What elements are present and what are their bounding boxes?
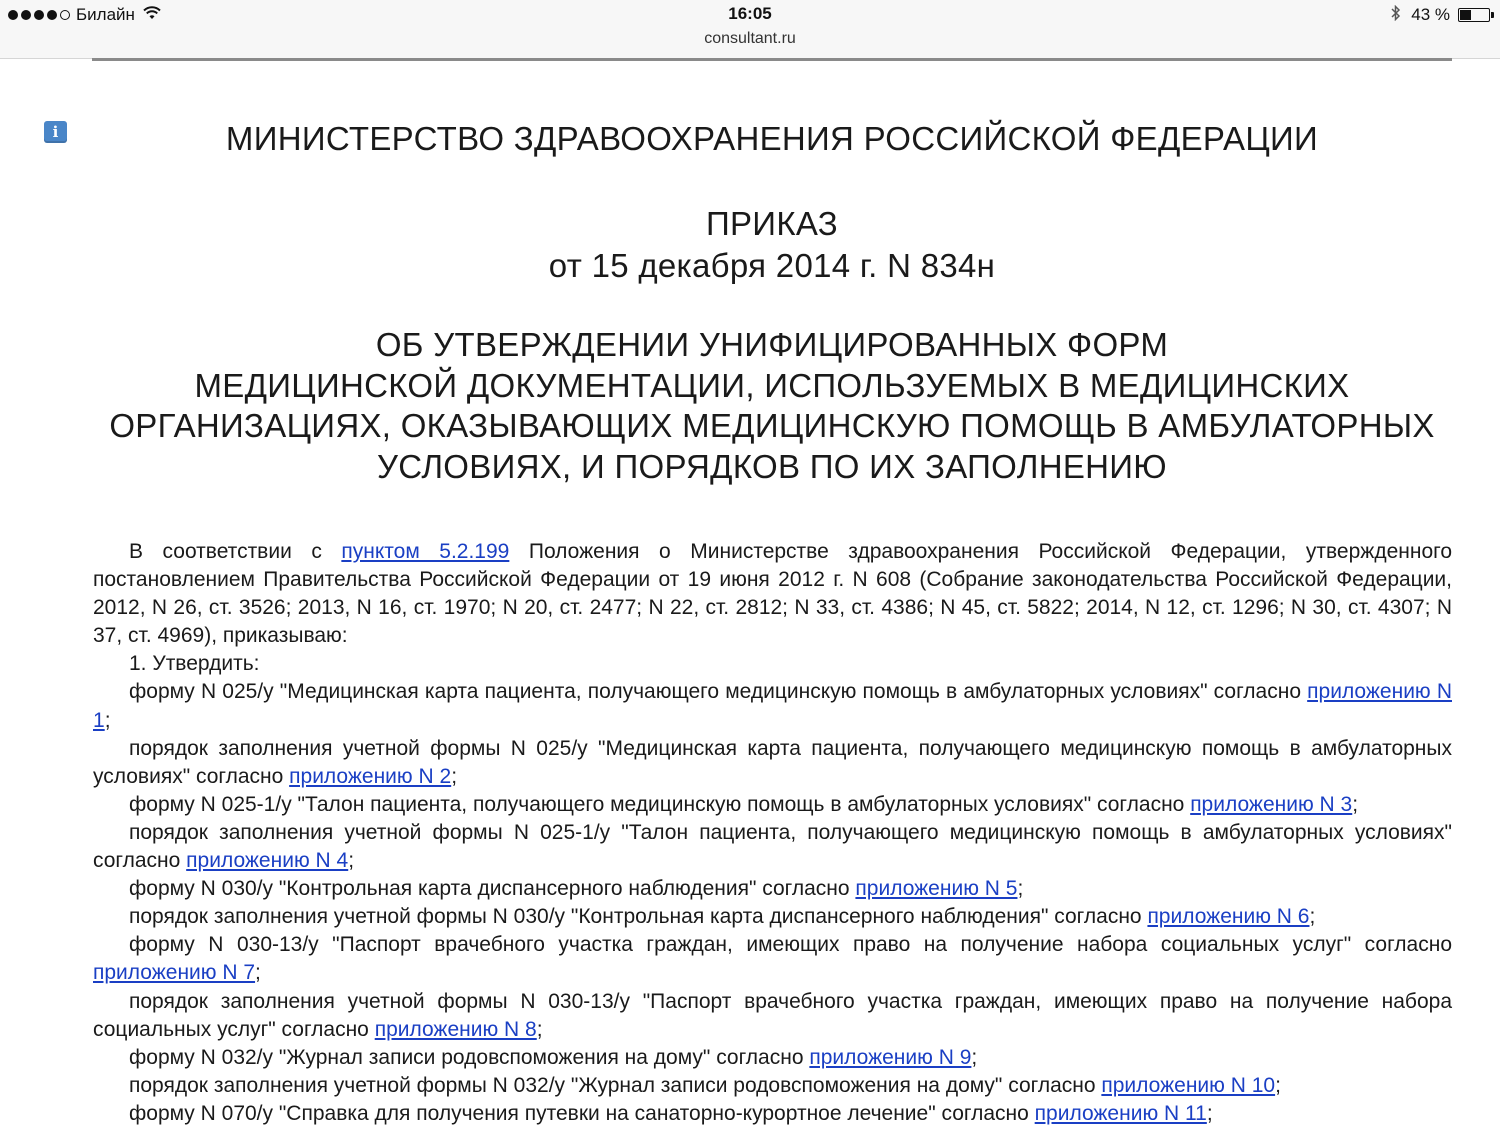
status-bar bbox=[0, 0, 1500, 59]
approve-line: 1. Утвердить: bbox=[129, 652, 260, 676]
appendix-link-11[interactable]: приложению N 11 bbox=[1034, 1101, 1207, 1125]
list-item: порядок заполнения учетной формы N 030/у "Контрольная карта диспансерного наблюдения" согласно приложению N 6; bbox=[129, 905, 1316, 929]
address-url[interactable]: consultant.ru bbox=[704, 30, 796, 47]
list-item: форму N 025/у "Медицинская карта пациента, получающего медицинскую помощь в амбулаторных условиях" согласно приложению N 1; bbox=[93, 680, 1452, 732]
header-divider bbox=[92, 58, 1452, 61]
battery-percent: 43 % bbox=[1411, 5, 1450, 24]
appendix-link-7[interactable]: приложению N 7 bbox=[93, 961, 256, 985]
order-heading bbox=[92, 203, 1452, 287]
list-item: форму N 030/у "Контрольная карта диспансерного наблюдения" согласно приложению N 5; bbox=[129, 877, 1024, 901]
info-icon[interactable]: i bbox=[44, 121, 67, 143]
appendix-link-1[interactable]: приложению N 1 bbox=[93, 680, 1452, 732]
title-line: ОРГАНИЗАЦИЯХ, ОКАЗЫВАЮЩИХ МЕДИЦИНСКУЮ ПОМОЩЬ В АМБУЛАТОРНЫХ bbox=[109, 407, 1435, 444]
bluetooth-icon bbox=[1391, 5, 1401, 26]
title-line: МЕДИЦИНСКОЙ ДОКУМЕНТАЦИИ, ИСПОЛЬЗУЕМЫХ В МЕДИЦИНСКИХ bbox=[194, 366, 1350, 404]
order-type: ПРИКАЗ bbox=[705, 205, 839, 242]
appendix-link-4[interactable]: приложению N 4 bbox=[186, 849, 349, 873]
appendix-link-8[interactable]: приложению N 8 bbox=[374, 1017, 537, 1041]
intro-paragraph: В соответствии с пунктом 5.2.199 Положения о Министерстве здравоохранения Российской Федерации, утвержденного постановлением Правительства Российской Федерации от 19 июня 2012 г. N 608 (Собрание законодательства Российской Федерации, 2012, N 26, ст. 3526; 2013, N 16, ст. 1970; N 20, ст. 2477; N 22, ст. 2812; N 33, ст. 4386; N 45, ст. 5822; 2014, N 12, ст. 1296; N 30, ст. 4307; N 37, ст. 4969), приказываю: bbox=[93, 540, 1453, 648]
appendix-link-5[interactable]: приложению N 5 bbox=[855, 877, 1018, 901]
list-item: порядок заполнения учетной формы N 025/у "Медицинская карта пациента, получающего медицинскую помощь в амбулаторных условиях" согласно приложению N 2; bbox=[93, 736, 1452, 788]
title-line: УСЛОВИЯХ, И ПОРЯДКОВ ПО ИХ ЗАПОЛНЕНИЮ bbox=[377, 447, 1167, 485]
document-title bbox=[92, 325, 1452, 487]
title-line: ОБ УТВЕРЖДЕНИИ УНИФИЦИРОВАННЫХ ФОРМ bbox=[375, 326, 1169, 363]
appendix-link-2[interactable]: приложению N 2 bbox=[289, 764, 452, 788]
list-item: форму N 025-1/у "Талон пациента, получающего медицинскую помощь в амбулаторных условиях" согласно приложению N 3; bbox=[129, 792, 1359, 816]
list-item: форму N 032/у "Журнал записи родовспоможения на дому" согласно приложению N 9; bbox=[129, 1045, 978, 1069]
battery-icon bbox=[1458, 8, 1490, 22]
appendix-link-3[interactable]: приложению N 3 bbox=[1190, 792, 1353, 816]
carrier-name: Билайн bbox=[76, 5, 135, 24]
order-date: от 15 декабря 2014 г. N 834н bbox=[548, 247, 996, 284]
list-item: форму N 030-13/у "Паспорт врачебного участка граждан, имеющих право на получение набора социальных услуг" согласно приложению N 7; bbox=[93, 933, 1452, 985]
punkt-link[interactable]: пунктом 5.2.199 bbox=[341, 540, 510, 563]
list-item: порядок заполнения учетной формы N 030-13/у "Паспорт врачебного участка граждан, имеющих право на получение набора социальных услуг" согласно приложению N 8; bbox=[93, 989, 1452, 1041]
list-item: форму N 070/у "Справка для получения путевки на санаторно-курортное лечение" согласно приложению N 11; bbox=[129, 1101, 1213, 1125]
status-right bbox=[1391, 4, 1490, 26]
list-item: порядок заполнения учетной формы N 032/у "Журнал записи родовспоможения на дому" согласно приложению N 10; bbox=[129, 1073, 1281, 1097]
list-item: порядок заполнения учетной формы N 025-1/у "Талон пациента, получающего медицинскую помощь в амбулаторных условиях" согласно приложению N 4; bbox=[93, 820, 1452, 873]
document-body bbox=[93, 538, 1452, 1128]
appendix-link-6[interactable]: приложению N 6 bbox=[1147, 905, 1310, 929]
status-time: 16:05 bbox=[728, 4, 772, 23]
appendix-link-9[interactable]: приложению N 9 bbox=[809, 1045, 972, 1069]
appendix-link-10[interactable]: приложению N 10 bbox=[1101, 1073, 1276, 1097]
ministry-heading: МИНИСТЕРСТВО ЗДРАВООХРАНЕНИЯ РОССИЙСКОЙ ФЕДЕРАЦИИ bbox=[225, 120, 1319, 157]
